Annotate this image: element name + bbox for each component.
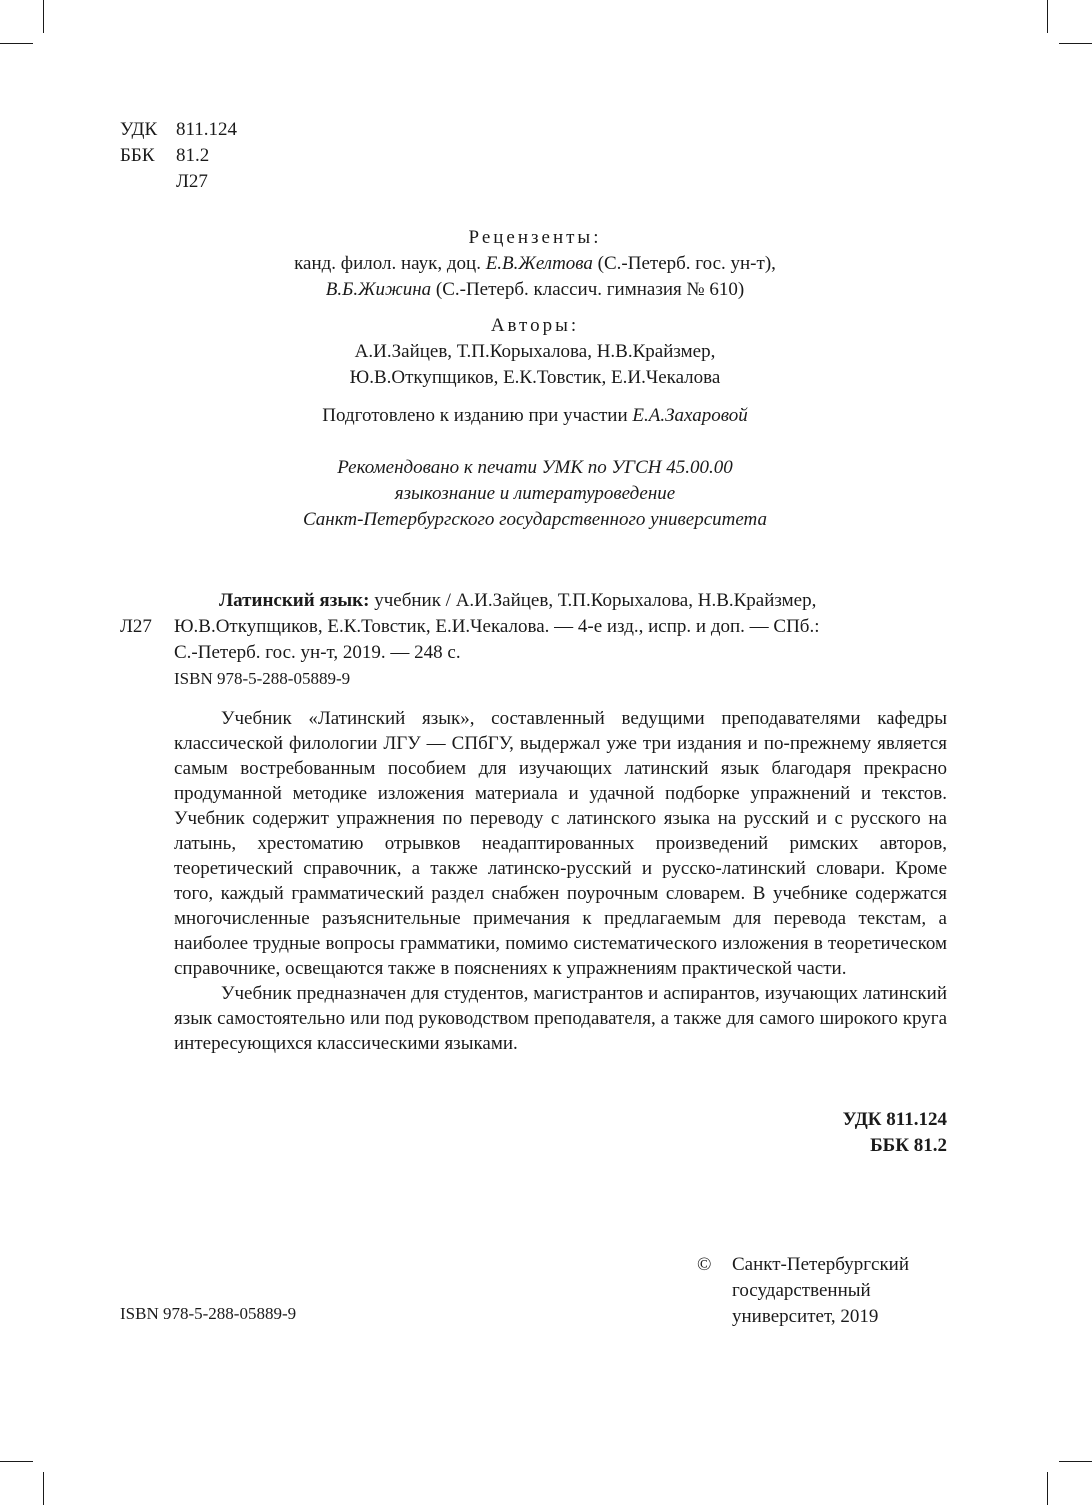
footer-bbk: ББК 81.2: [870, 1135, 947, 1156]
annotation-paragraph-2: Учебник предназначен для студентов, магистрантов и аспирантов, изучающих латинский язык самостоятельно или под руководством преподавателя, а также для самого широкого круга интересующихся классическими языками.: [174, 983, 947, 1054]
crop-mark-bottom-left-v: [43, 1472, 44, 1505]
footer-isbn: ISBN 978-5-288-05889-9: [120, 1304, 297, 1323]
bibliography-line-3: С.-Петерб. гос. ун-т, 2019. — 248 с.: [174, 642, 461, 663]
crop-mark-top-right-h: [1059, 43, 1092, 44]
bibliography-mark: Л27: [120, 616, 152, 637]
prepared-name: Е.А.Захаровой: [632, 405, 748, 426]
reviewers-heading: Рецензенты:: [468, 227, 602, 248]
reviewer-line-1: канд. филол. наук, доц. Е.В.Желтова (С.-Петерб. гос. ун-т),: [294, 253, 776, 274]
copyright-holder: Санкт-Петербургский государственный университет, 2019: [732, 1254, 910, 1327]
bbk-line: [120, 143, 209, 169]
authors-heading: Авторы:: [490, 315, 580, 336]
authors-line-2: Ю.В.Откупщиков, Е.К.Товстик, Е.И.Чекалова: [349, 367, 721, 388]
annotation-paragraph-1: Учебник «Латинский язык», составленный ведущими преподавателями кафедры классической филологии ЛГУ — СПбГУ, выдержал уже три издания и по-прежнему является самым востребованным пособием для изучающих латинский язык благодаря прекрасно продуманной методике изложения материала и удачной подборке упражнений и текстов. Учебник содержит упражнения по переводу с латинского языка на русский и с русского на латынь, хрестоматию отрывков неадаптированных произведений римских авторов, теоретический справочник, а также латинско-русский и русско-латинский словари. Кроме того, каждый грамматический раздел снабжен поурочным словарем. В учебнике содержатся многочисленные разъяснительные примечания к предлагаемым для перевода текстам, а наиболее трудные вопросы грамматики, помимо систематического изложения в теоретическом справочнике, освещаются также в пояснениях к упражнениям практической части.: [174, 708, 947, 979]
recommendation-block: Рекомендовано к печати УМК по УГСН 45.00.00 языкознание и литературоведение Санкт-Петербургского государственного университета: [302, 457, 767, 530]
reviewers-block: [170, 225, 900, 303]
bbk-label: ББК: [120, 145, 155, 166]
author-mark: Л27: [176, 171, 208, 192]
classification-footer: [700, 1107, 947, 1159]
annotation: [174, 706, 947, 1056]
authors-block: [170, 313, 900, 391]
reviewer-name-1: Е.В.Желтова: [485, 253, 593, 274]
bbk-value: 81.2: [176, 145, 210, 166]
bibliography-line-2: Ю.В.Откупщиков, Е.К.Товстик, Е.И.Чекалова. — 4-е изд., испр. и доп. — СПб.:: [174, 616, 820, 637]
prepared-line: Подготовлено к изданию при участии Е.А.Захаровой: [322, 405, 748, 426]
udk-label: УДК: [120, 119, 158, 140]
crop-mark-top-left-h: [0, 43, 33, 44]
footer-udk: УДК 811.124: [842, 1109, 947, 1130]
crop-mark-bottom-right-v: [1047, 1472, 1048, 1505]
authors-line-1: А.И.Зайцев, Т.П.Корыхалова, Н.В.Крайзмер,: [354, 341, 716, 362]
udk-value: 811.124: [176, 119, 238, 140]
bibliography-line-1: Латинский язык: учебник / А.И.Зайцев, Т.П.Корыхалова, Н.В.Крайзмер,: [219, 590, 817, 611]
reviewer-name-2: В.Б.Жижина: [325, 279, 432, 300]
crop-mark-top-left-v: [43, 0, 44, 33]
crop-mark-bottom-left-h: [0, 1461, 33, 1462]
crop-mark-top-right-v: [1047, 0, 1048, 33]
book-title: Латинский язык:: [219, 590, 370, 611]
copyright-symbol: ©: [697, 1254, 712, 1275]
crop-mark-bottom-right-h: [1059, 1461, 1092, 1462]
reviewer-line-2: В.Б.Жижина (С.-Петерб. классич. гимназия № 610): [325, 279, 745, 300]
udk-line: [120, 117, 237, 143]
bibliography-isbn: ISBN 978-5-288-05889-9: [174, 669, 351, 688]
